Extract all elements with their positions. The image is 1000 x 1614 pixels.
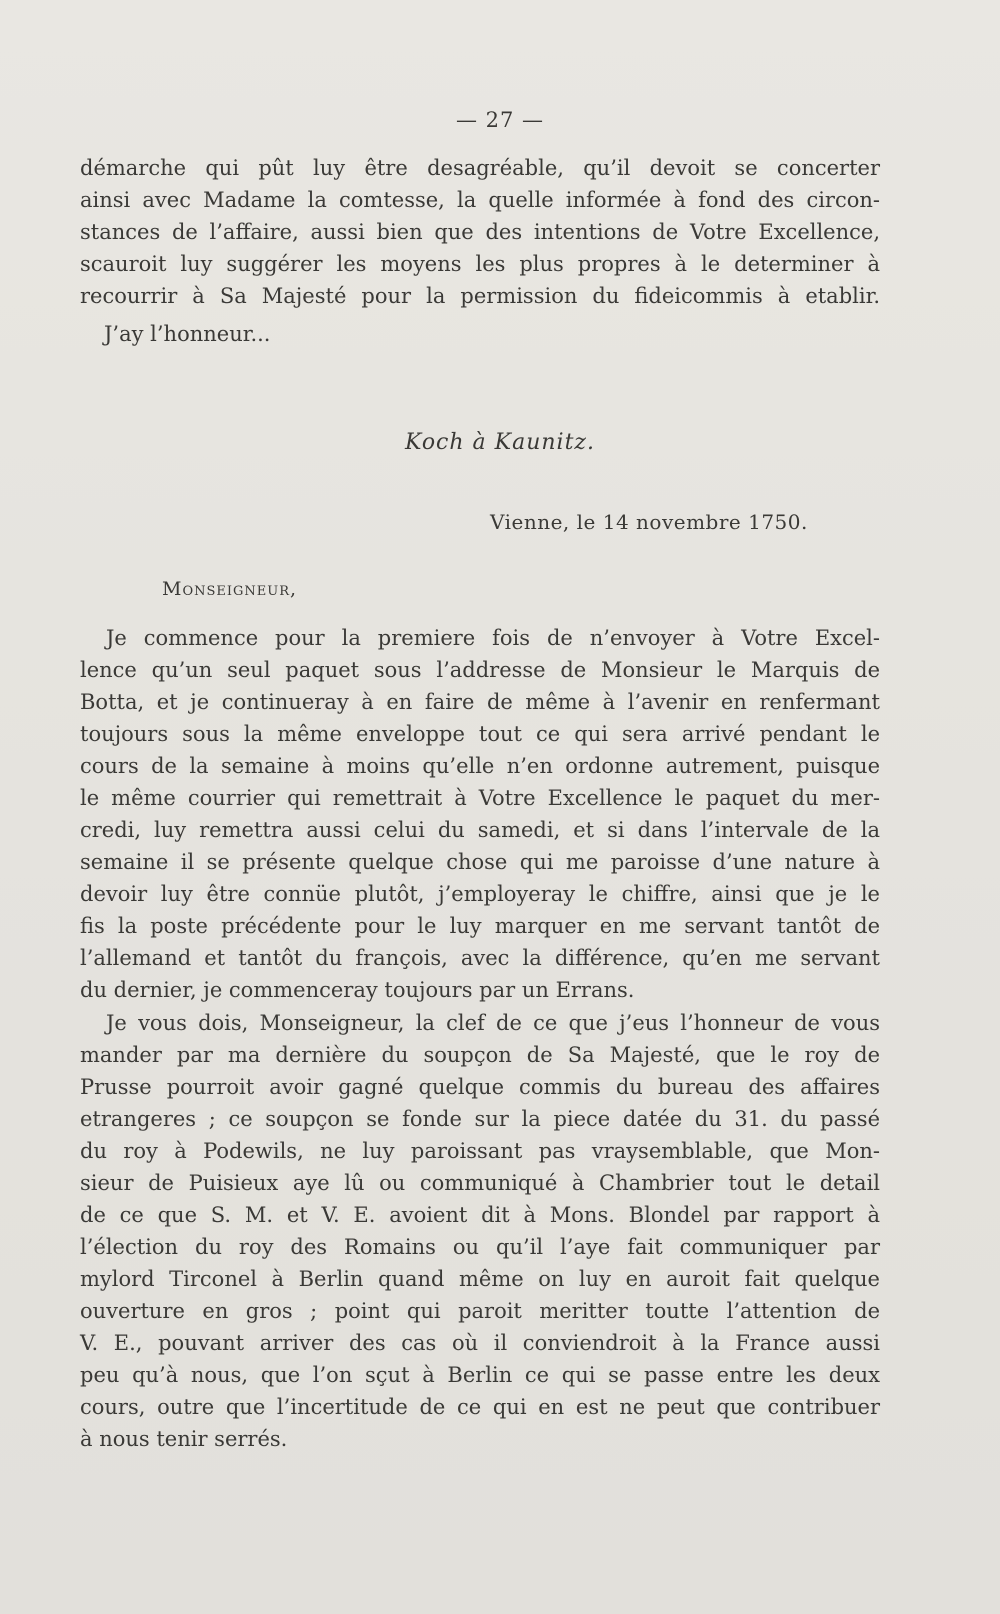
text-line: devoir luy être connüe plutôt, j’employeray le chiffre, ainsi que je le	[80, 882, 880, 906]
text-line: cours de la semaine à moins qu’elle n’en ordonne autrement, puisque	[80, 754, 880, 778]
text-line: Je vous dois, Monseigneur, la clef de ce que j’eus l’honneur de vous	[106, 1011, 880, 1035]
text-line: stances de l’affaire, aussi bien que des intentions de Votre Excellence,	[80, 220, 880, 244]
text-line: à nous tenir serrés.	[80, 1427, 288, 1451]
text-line: Prusse pourroit avoir gagné quelque commis du bureau des affaires	[80, 1075, 880, 1099]
text-line: l’allemand et tantôt du françois, avec la différence, qu’en me servant	[80, 946, 880, 970]
text-line: V. E., pouvant arriver des cas où il conviendroit à la France aussi	[80, 1331, 880, 1355]
text-line: cours, outre que l’incertitude de ce qui en est ne peut que contribuer	[80, 1395, 880, 1419]
text-line: du roy à Podewils, ne luy paroissant pas vraysemblable, que Mon-	[80, 1139, 880, 1163]
text-line: credi, luy remettra aussi celui du samedi, et si dans l’intervale de la	[80, 818, 880, 842]
text-line: semaine il se présente quelque chose qui me paroisse d’une nature à	[80, 850, 880, 874]
text-line: scauroit luy suggérer les moyens les plus propres à le determiner à	[80, 252, 880, 276]
letter-dateline: Vienne, le 14 novembre 1750.	[490, 510, 808, 534]
text-line: fis la poste précédente pour le luy marquer en me servant tantôt de	[80, 914, 880, 938]
text-line: mander par ma dernière du soupçon de Sa Majesté, que le roy de	[80, 1043, 880, 1067]
text-line: sieur de Puisieux aye lû ou communiqué à Chambrier tout le detail	[80, 1171, 880, 1195]
letter-heading: Koch à Kaunitz.	[404, 430, 596, 455]
text-line: toujours sous la même enveloppe tout ce qui sera arrivé pendant le	[80, 722, 880, 746]
paragraph-letter-body-1	[80, 622, 880, 1006]
text-line: du dernier, je commenceray toujours par un Errans.	[80, 978, 635, 1002]
text-line: Botta, et je continueray à en faire de même à l’avenir en renfermant	[80, 690, 880, 714]
paragraph-letter-body-2	[80, 1007, 880, 1455]
text-line: Je commence pour la premiere fois de n’envoyer à Votre Excel-	[106, 626, 880, 650]
page-number: — 27 —	[455, 108, 545, 132]
text-line: mylord Tirconel à Berlin quand même on luy en auroit fait quelque	[80, 1267, 880, 1291]
text-line: ouverture en gros ; point qui paroit meritter toutte l’attention de	[80, 1299, 880, 1323]
letter-salutation: Monseigneur,	[162, 578, 298, 600]
text-line: l’élection du roy des Romains ou qu’il l’aye fait communiquer par	[80, 1235, 880, 1259]
text-line: recourrir à Sa Majesté pour la permission du fideicommis à etablir.	[80, 284, 880, 308]
text-line: ainsi avec Madame la comtesse, la quelle informée à fond des circon-	[80, 188, 880, 212]
text-line: etrangeres ; ce soupçon se fonde sur la piece datée du 31. du passé	[80, 1107, 880, 1131]
letter-closing: J’ay l’honneur...	[104, 322, 271, 346]
text-line: peu qu’à nous, que l’on sçut à Berlin ce qui se passe entre les deux	[80, 1363, 880, 1387]
text-line: lence qu’un seul paquet sous l’addresse de Monsieur le Marquis de	[80, 658, 880, 682]
text-line: le même courrier qui remettrait à Votre Excellence le paquet du mer-	[80, 786, 880, 810]
paragraph-continuation	[80, 152, 880, 312]
text-line: de ce que S. M. et V. E. avoient dit à Mons. Blondel par rapport à	[80, 1203, 880, 1227]
text-line: démarche qui pût luy être desagréable, qu’il devoit se concerter	[80, 156, 880, 180]
